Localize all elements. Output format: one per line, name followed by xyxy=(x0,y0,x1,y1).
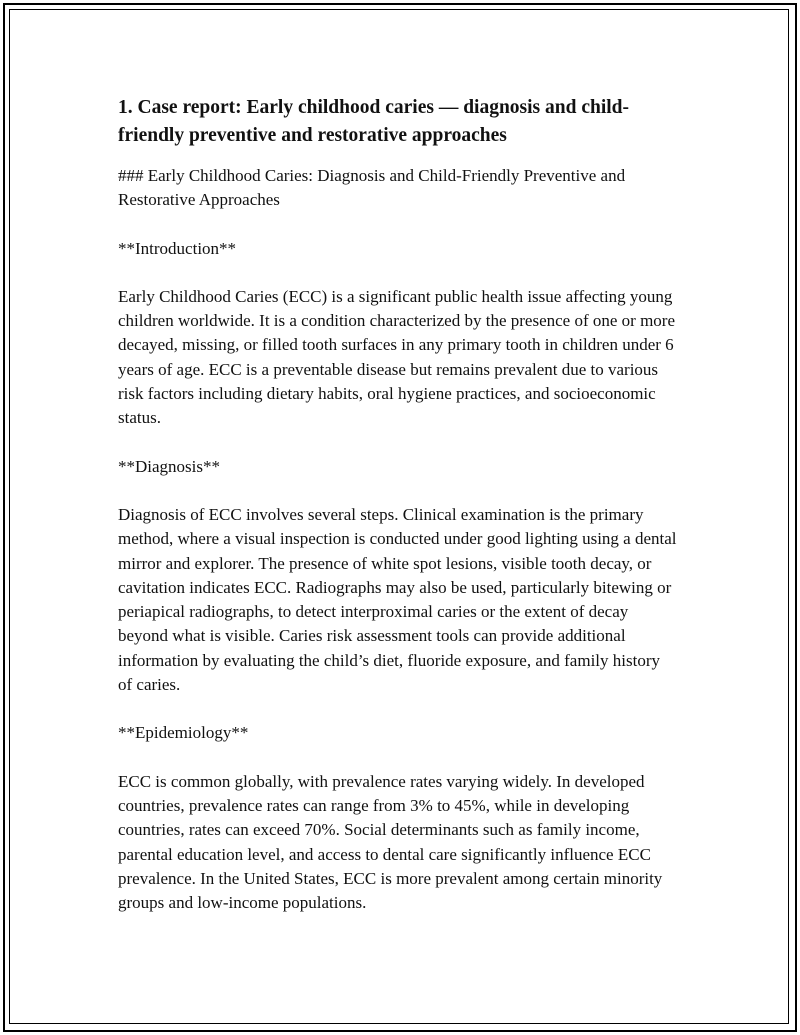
document-body xyxy=(118,94,678,939)
section-heading-diagnosis: **Diagnosis** xyxy=(118,456,220,476)
subheading-markdown: ### Early Childhood Caries: Diagnosis and Child-Friendly Preventive and Restorative Approaches xyxy=(118,166,626,210)
section-heading-introduction: **Introduction** xyxy=(118,238,237,258)
document-title: 1. Case report: Early childhood caries — diagnosis and child-friendly preventive and restorative approaches xyxy=(118,97,630,146)
diagnosis-paragraph: Diagnosis of ECC involves several steps. Clinical examination is the primary method, where a visual inspection is conducted under good lighting using a dental mirror and explorer. The presence of white spot lesions, visible tooth decay, or cavitation indicates ECC. Radiographs may also be used, particularly bitewing or periapical radiographs, to detect interproximal caries or the extent of decay beyond what is visible. Caries risk assessment tools can provide additional information by evaluating the child’s diet, fluoride exposure, and family history of caries. xyxy=(118,504,677,695)
introduction-paragraph: Early Childhood Caries (ECC) is a significant public health issue affecting young children worldwide. It is a condition characterized by the presence of one or more decayed, missing, or filled tooth surfaces in any primary tooth in children under 6 years of age. ECC is a preventable disease but remains prevalent due to various risk factors including dietary habits, oral hygiene practices, and socioeconomic status. xyxy=(118,286,675,428)
epidemiology-paragraph: ECC is common globally, with prevalence rates varying widely. In developed countries, prevalence rates can range from 3% to 45%, while in developing countries, rates can exceed 70%. Social determinants such as family income, parental education level, and access to dental care significantly influence ECC prevalence. In the United States, ECC is more prevalent among certain minority groups and low-income populations. xyxy=(118,771,663,913)
section-heading-epidemiology: **Epidemiology** xyxy=(118,723,249,743)
